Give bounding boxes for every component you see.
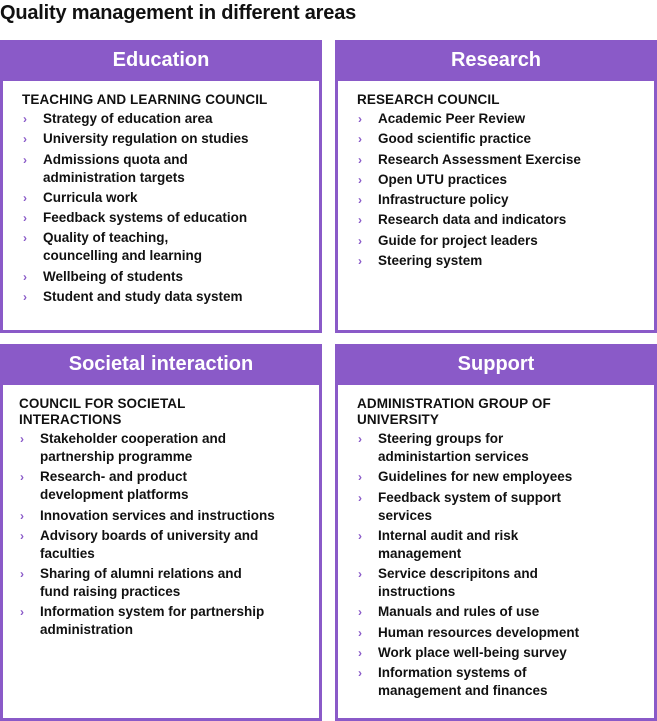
chevron-right-icon: › (358, 112, 362, 126)
list-item: › Feedback systems of education (23, 210, 248, 226)
chevron-right-icon: › (358, 666, 362, 681)
area-item-list (357, 430, 644, 700)
council-title: ADMINISTRATION GROUP OF UNIVERSITY (357, 396, 551, 427)
chevron-right-icon: › (358, 172, 362, 187)
chevron-right-icon: › (358, 213, 362, 228)
list-item: › Information system for partnership administration (20, 604, 265, 638)
area-box-support (335, 344, 657, 721)
chevron-right-icon: › (358, 605, 362, 620)
chevron-right-icon: › (23, 269, 27, 284)
list-item: › Research data and indicators (358, 212, 567, 228)
list-item: › Guide for project leaders (358, 232, 538, 248)
area-item-list (357, 110, 644, 270)
list-item: › Admissions quota and administration targets (23, 151, 188, 185)
list-item: › Wellbeing of students (23, 268, 184, 284)
list-item: › Manuals and rules of use (358, 604, 540, 620)
area-box-education (0, 40, 322, 333)
list-item: › Information systems of management and finances (358, 665, 548, 699)
list-item: › Guidelines for new employees (358, 469, 573, 485)
list-item: › Quality of teaching, councelling and learning (23, 230, 203, 264)
list-item: › Academic Peer Review (358, 111, 526, 126)
chevron-right-icon: › (358, 646, 362, 661)
chevron-right-icon: › (23, 290, 27, 305)
chevron-right-icon: › (20, 528, 24, 543)
chevron-right-icon: › (20, 470, 24, 485)
list-item: › Steering groups for administartion services (358, 431, 529, 464)
list-item: › Work place well-being survey (358, 645, 567, 661)
list-item: › Open UTU practices (358, 171, 508, 187)
chevron-right-icon: › (23, 112, 27, 126)
area-box-societal-interaction (0, 344, 322, 721)
list-item: › Innovation services and instructions (20, 507, 275, 523)
list-item: › Good scientific practice (358, 131, 532, 147)
chevron-right-icon: › (358, 132, 362, 147)
chevron-right-icon: › (20, 605, 24, 620)
list-item: › Steering system (358, 253, 483, 269)
list-item: › Service descripitons and instructions (358, 566, 538, 600)
chevron-right-icon: › (358, 432, 362, 446)
chevron-right-icon: › (23, 190, 27, 205)
page-title: Quality management in different areas (0, 2, 357, 24)
list-item: › Student and study data system (23, 289, 243, 305)
chevron-right-icon: › (20, 567, 24, 582)
chevron-right-icon: › (358, 625, 362, 640)
list-item: › Human resources development (358, 624, 580, 640)
area-header: Support (335, 344, 657, 385)
chevron-right-icon: › (20, 508, 24, 523)
chevron-right-icon: › (358, 567, 362, 582)
list-item: › Research- and product development platforms (20, 469, 189, 503)
area-body (3, 385, 319, 639)
chevron-right-icon: › (358, 470, 362, 485)
area-item-list (22, 110, 309, 306)
area-header: Education (0, 40, 322, 81)
area-header: Research (335, 40, 657, 81)
area-item-list (19, 430, 309, 639)
council-title: RESEARCH COUNCIL (357, 92, 500, 107)
chevron-right-icon: › (358, 193, 362, 208)
list-item: › Stakeholder cooperation and partnership programme (20, 431, 227, 464)
list-item: › Curricula work (23, 189, 138, 205)
area-header: Societal interaction (0, 344, 322, 385)
chevron-right-icon: › (23, 132, 27, 147)
council-title: COUNCIL FOR SOCIETAL INTERACTIONS (19, 396, 186, 427)
area-body (338, 81, 654, 270)
list-item: › Feedback system of support services (358, 489, 562, 523)
chevron-right-icon: › (358, 528, 362, 543)
list-item: › Strategy of education area (23, 111, 213, 126)
list-item: › Research Assessment Exercise (358, 151, 581, 167)
chevron-right-icon: › (23, 211, 27, 226)
list-item: › University regulation on studies (23, 131, 249, 147)
chevron-right-icon: › (358, 152, 362, 167)
chevron-right-icon: › (358, 254, 362, 269)
chevron-right-icon: › (20, 432, 24, 446)
list-item: › Sharing of alumni relations and fund raising practices (20, 566, 242, 600)
list-item: › Internal audit and risk management (358, 527, 519, 561)
area-box-research (335, 40, 657, 333)
chevron-right-icon: › (23, 231, 27, 246)
list-item: › Advisory boards of university and faculties (20, 527, 259, 561)
chevron-right-icon: › (358, 233, 362, 248)
area-body (338, 385, 654, 700)
area-body (3, 81, 319, 306)
council-title: TEACHING AND LEARNING COUNCIL (22, 92, 268, 107)
list-item: › Infrastructure policy (358, 192, 509, 208)
chevron-right-icon: › (23, 152, 27, 167)
chevron-right-icon: › (358, 490, 362, 505)
